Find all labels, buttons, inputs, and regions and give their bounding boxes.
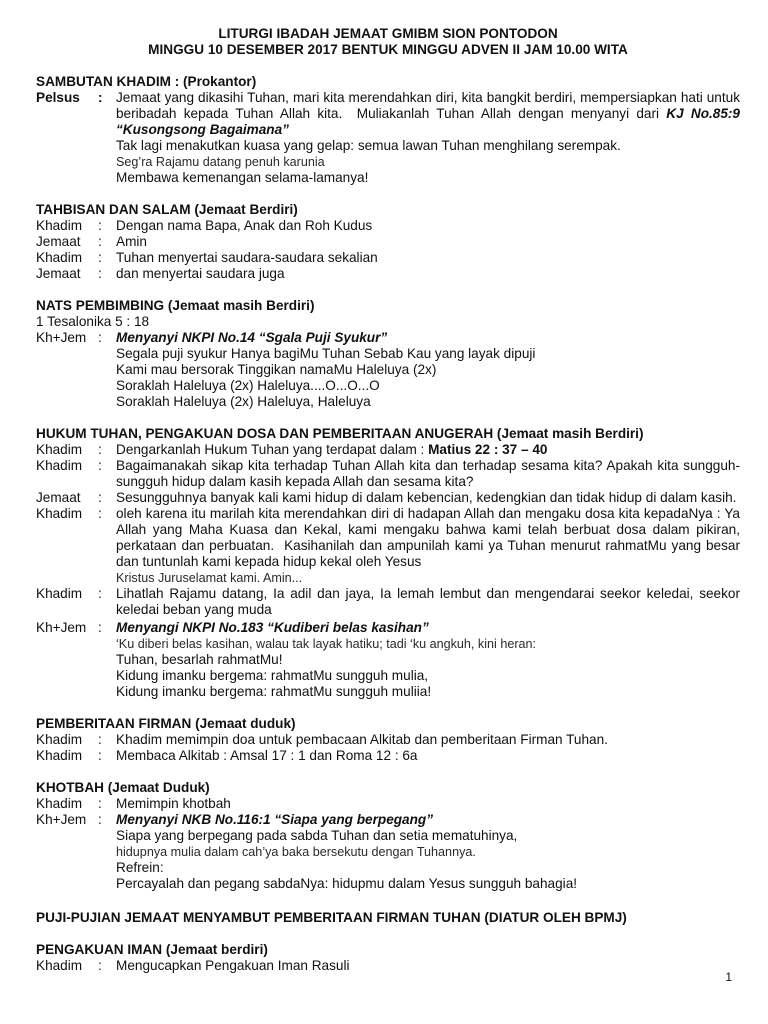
speaker-label: Khadim [36,458,83,473]
speaker-label: Khadim [36,250,83,265]
section-heading: KHOTBAH (Jemaat Duduk) [36,780,210,795]
song-lyric-line: Soraklah Haleluya (2x) Haleluya, Haleluya [116,394,371,409]
liturgy-row [36,732,740,748]
section-heading: PEMBERITAAN FIRMAN (Jemaat duduk) [36,716,296,731]
song-lyric-line: Membawa kemenangan selama-lamanya! [116,170,369,185]
liturgy-row [36,620,740,636]
speaker-colon: : [98,748,102,763]
speaker-colon: : [98,586,102,601]
document-title-line1: LITURGI IBADAH JEMAAT GMIBM SION PONTODON [218,26,558,41]
song-lyric-line: Kidung imanku bergema: rahmatMu sungguh mulia, [116,668,429,683]
speaker-colon: : [98,812,102,827]
section-hukum-tuhan [36,426,744,700]
speaker-colon: : [98,732,102,747]
liturgy-row [36,90,744,138]
document-title-line2: MINGGU 10 DESEMBER 2017 BENTUK MINGGU ADVEN II JAM 10.00 WITA [148,42,628,57]
liturgy-text: Tuhan menyertai saudara-saudara sekalian [116,250,378,265]
liturgy-text: oleh karena itu marilah kita merendahkan diri di hadapan Allah dan mengaku dosa kita kepadaNya : Ya Allah yang Maha Kuasa dan Kekal, kami mengaku bahwa kami telah berbuat dosa dalam pikiran, perkataan dan perbuatan. Kasihanilah dan ampunilah kami ya Tuhan menurut rahmatMu yang besar dan tuntunlah kami kepada hidup kekal oleh Yesus [116,506,744,569]
liturgy-text: Khadim memimpin doa untuk pembacaan Alkitab dan pemberitaan Firman Tuhan. [116,732,608,747]
liturgy-row [36,812,740,828]
speaker-label: Kh+Jem [36,620,87,635]
section-nats-pembimbing [36,298,740,410]
liturgy-row [36,234,740,250]
song-reference: Menyangi NKPI No.183 “Kudiberi belas kasihan” [116,620,429,635]
song-reference: Menyanyi NKB No.116:1 “Siapa yang berpegang” [116,812,434,827]
liturgy-row [36,958,740,974]
section-heading: PENGAKUAN IMAN (Jemaat berdiri) [36,942,268,957]
song-lyric-line: ‘Ku diberi belas kasihan, walau tak layak hatiku; tadi ‘ku angkuh, kini heran: [116,637,537,651]
speaker-label: Jemaat [36,234,81,249]
speaker-colon: : [98,218,102,233]
liturgy-text: Dengan nama Bapa, Anak dan Roh Kudus [116,218,373,233]
section-sambutan-khadim [36,74,744,186]
liturgy-row [36,748,740,764]
liturgy-text [116,442,740,458]
section-heading: HUKUM TUHAN, PENGAKUAN DOSA DAN PEMBERITAAN ANUGERAH (Jemaat masih Berdiri) [36,426,644,441]
speaker-label: Khadim [36,796,83,811]
liturgy-text: Amin [116,234,147,249]
speaker-colon: : [98,506,102,521]
liturgy-row [36,266,740,282]
song-reference: Menyanyi NKPI No.14 “Sgala Puji Syukur” [116,330,388,345]
page-number: 1 [725,970,732,984]
liturgy-text [116,90,744,138]
speaker-colon: : [98,250,102,265]
song-lyric-line: Seg’ra Rajamu datang penuh karunia [116,155,325,169]
section-heading: PUJI-PUJIAN JEMAAT MENYAMBUT PEMBERITAAN FIRMAN TUHAN (DIATUR OLEH BPMJ) [36,910,627,925]
liturgy-row [36,330,740,346]
liturgy-row [36,506,744,570]
song-lyric-line: Segala puji syukur Hanya bagiMu Tuhan Sebab Kau yang layak dipuji [116,346,536,361]
section-puji-pujian [36,910,740,926]
liturgy-text: Sesungguhnya banyak kali kami hidup di dalam kebencian, kedengkian dan tidak hidup di dalam kasih. [116,490,737,505]
liturgy-row [36,442,740,458]
liturgy-row [36,458,740,490]
liturgy-row [36,218,740,234]
liturgy-row [36,490,740,506]
song-lyric-line: Kidung imanku bergema: rahmatMu sungguh muliia! [116,684,432,699]
song-lyric-line: Tuhan, besarlah rahmatMu! [116,652,283,667]
song-lyric-line: Soraklah Haleluya (2x) Haleluya....O...O...O [116,378,380,393]
section-pemberitaan-firman [36,716,740,764]
speaker-label: Kh+Jem [36,330,87,345]
liturgy-text: Mengucapkan Pengakuan Iman Rasuli [116,958,350,973]
speaker-colon: : [98,442,102,457]
song-lyric-line: Kami mau bersorak Tinggikan namaMu Haleluya (2x) [116,362,437,377]
speaker-label: Khadim [36,442,83,457]
speaker-label: Khadim [36,748,83,763]
liturgy-text-continuation: Kristus Juruselamat kami. Amin... [116,571,303,585]
bible-verse-reference: Matius 22 : 37 – 40 [428,442,548,457]
speaker-label: Pelsus [36,90,80,105]
speaker-label: Khadim [36,218,83,233]
speaker-label: Khadim [36,586,83,601]
liturgy-text-body: Dengarkanlah Hukum Tuhan yang terdapat dalam : [116,442,429,457]
liturgy-text: dan menyertai saudara juga [116,266,285,281]
speaker-label: Jemaat [36,490,81,505]
liturgy-text: Membaca Alkitab : Amsal 17 : 1 dan Roma 12 : 6a [116,748,418,763]
speaker-colon: : [98,958,102,973]
liturgy-text: Bagaimanakah sikap kita terhadap Tuhan Allah kita dan terhadap sesama kita? Apakah kita sungguh-sungguh hidup dalam kasih kepada Allah dan sesama kita? [116,458,740,489]
song-reference: KJ No.85:9 “Kusongsong Bagaimana” [116,106,744,137]
speaker-colon: : [98,620,102,635]
liturgy-text: Memimpin khotbah [116,796,231,811]
section-heading: TAHBISAN DAN SALAM (Jemaat Berdiri) [36,202,298,217]
speaker-colon: : [98,458,102,473]
speaker-label: Khadim [36,506,83,521]
bible-verse-reference: 1 Tesalonika 5 : 18 [36,314,150,329]
song-lyric-line: hidupnya mulia dalam cah’ya baka bersekutu dengan Tuhannya. [116,845,476,859]
section-heading: SAMBUTAN KHADIM : (Prokantor) [36,74,257,89]
speaker-label: Kh+Jem [36,812,87,827]
speaker-label: Jemaat [36,266,81,281]
speaker-colon: : [98,330,102,345]
section-heading: NATS PEMBIMBING (Jemaat masih Berdiri) [36,298,315,313]
speaker-colon: : [98,796,102,811]
speaker-colon: : [98,490,102,505]
liturgy-text-body: Jemaat yang dikasihi Tuhan, mari kita merendahkan diri, kita bangkit berdiri, mempersiapkan hati untuk beribadah kepada Tuhan Allah kita. Muliakanlah Tuhan Allah dengan menyanyi dari [116,90,744,121]
speaker-label: Khadim [36,958,83,973]
section-pengakuan-iman [36,942,740,974]
speaker-colon: : [98,266,102,281]
speaker-label: Khadim [36,732,83,747]
speaker-colon: : [98,90,103,105]
liturgy-row [36,586,744,618]
speaker-colon: : [98,234,102,249]
liturgy-row [36,796,740,812]
liturgy-row [36,250,740,266]
section-tahbisan-dan-salam [36,202,740,282]
liturgy-document [36,26,744,974]
liturgy-text: Lihatlah Rajamu datang, Ia adil dan jaya, Ia lemah lembut dan mengendarai seekor keledai, seekor keledai beban yang muda [116,586,744,617]
song-lyric-line: Percayalah dan pegang sabdaNya: hidupmu dalam Yesus sungguh bahagia! [116,876,578,891]
section-khotbah [36,780,740,892]
song-lyric-line: Tak lagi menakutkan kuasa yang gelap: semua lawan Tuhan menghilang serempak. [116,138,621,153]
song-refrain-label: Refrein: [116,860,164,875]
song-lyric-line: Siapa yang berpegang pada sabda Tuhan dan setia mematuhinya, [116,828,518,843]
